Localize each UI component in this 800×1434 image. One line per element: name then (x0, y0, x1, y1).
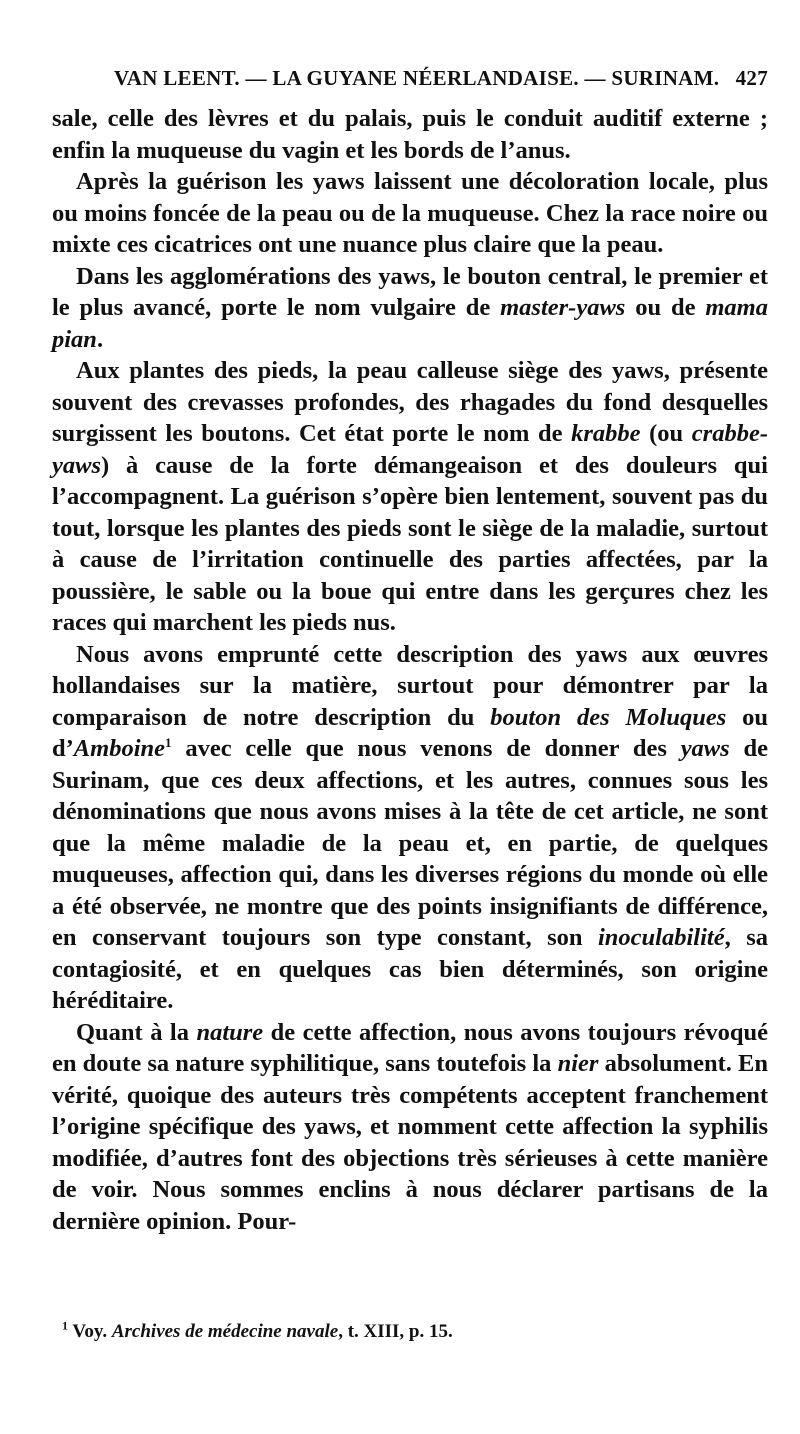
term-inoculabilite: inoculabilité (598, 924, 725, 951)
running-title: VAN LEENT. — LA GUYANE NÉERLANDAISE. — SURINAM. (114, 66, 720, 90)
text-run: Dans les agglomérations des yaws, le bouton central, le premier et le plus avancé, porte le nom vulgaire de (52, 262, 768, 321)
paragraph-4 (52, 355, 768, 639)
text-run: ) à cause de la forte démangeaison et des douleurs qui l’accompagnent. La guérison s’opère bien lentement, souvent pas du tout, lorsque les plantes des pieds sont le siège de la maladie, surtout à cause de l’irritation continuelle des parties affectées, par la poussière, le sable ou la boue qui entre dans les gerçures chez les races qui marchent les pieds nus. (52, 451, 768, 636)
text-run: de Surinam, que ces deux affections, et les autres, connues sous les dénominations que nous avons mises à la tête de cet article, ne sont que la même maladie de la peau et, en partie, de quelques muqueuses, affection qui, dans les diverses régions du monde où elle a été observée, ne montre que des points insignifiants de différence, en conservant toujours son type constant, son (52, 735, 769, 951)
text-run: Nous avons emprunté cette description des yaws aux œuvres hollandaises sur la matière, surtout pour démontrer par la comparaison de notre description du (52, 640, 768, 731)
footnote-journal-title: Archives de médecine navale (111, 1321, 339, 1342)
paragraph-6 (52, 1017, 768, 1238)
book-page (52, 0, 768, 1434)
text-run: , sa contagiosité, et en quelques cas bien déterminés, son origine héréditaire. (52, 924, 768, 1014)
term-krabbe: krabbe (571, 420, 641, 447)
footnote-marker: 1 (165, 734, 172, 750)
text-run: . (96, 325, 104, 353)
text-run: ou de (625, 294, 706, 321)
footnote-number: 1 (62, 1318, 68, 1333)
term-nier: nier (557, 1050, 599, 1077)
term-nature: nature (196, 1018, 264, 1046)
text-run: ou d’ (52, 703, 768, 762)
footnote (62, 1318, 762, 1343)
term-amboine: Amboine (73, 735, 166, 762)
term-bouton-des-moluques: bouton des Moluques (490, 703, 727, 731)
paragraph-1: sale, celle des lèvres et du palais, puis le conduit auditif externe ; enfin la muqueuse du vagin et les bords de l’anus. (52, 105, 768, 164)
text-run: absolument. En vérité, quoique des auteurs très compétents acceptent franchement l’origine spécifique des yaws, et nomment cette affection la syphilis modifiée, d’autres font des objections très sérieuses à cette manière de voir. Nous sommes enclins à nous déclarer partisans de la dernière opinion. Pour- (52, 1050, 768, 1235)
term-crabbe-yaws: crabbe-yaws (52, 420, 768, 479)
text-run: avec celle que nous venons de donner des (171, 735, 681, 762)
term-yaws: yaws (680, 735, 730, 762)
body-text (52, 103, 768, 1237)
paragraph-5 (52, 639, 768, 1017)
running-header (52, 60, 768, 94)
term-master-yaws: master-yaws (500, 294, 626, 321)
footnote-text: , t. XIII, p. 15. (338, 1321, 453, 1342)
footnote-text: Voy. (68, 1321, 112, 1342)
term-mama-pian: mama pian (52, 294, 768, 353)
text-run: de cette affection, nous avons toujours révoqué en doute sa nature syphilitique, sans toutefois la (52, 1018, 768, 1077)
page-number: 427 (735, 66, 768, 90)
text-run: Aux plantes des pieds, la peau calleuse siège des yaws, présente souvent des crevasses profondes, des rhagades du fond desquelles surgissent les boutons. Cet état porte le nom de (52, 357, 768, 447)
text-run: (ou (640, 420, 692, 447)
paragraph-2: Après la guérison les yaws laissent une décoloration locale, plus ou moins foncée de la peau ou de la muqueuse. Chez la race noire ou mixte ces cicatrices ont une nuance plus claire que la peau. (52, 168, 768, 258)
paragraph-3 (52, 261, 768, 356)
text-run: Quant à la (76, 1018, 197, 1046)
